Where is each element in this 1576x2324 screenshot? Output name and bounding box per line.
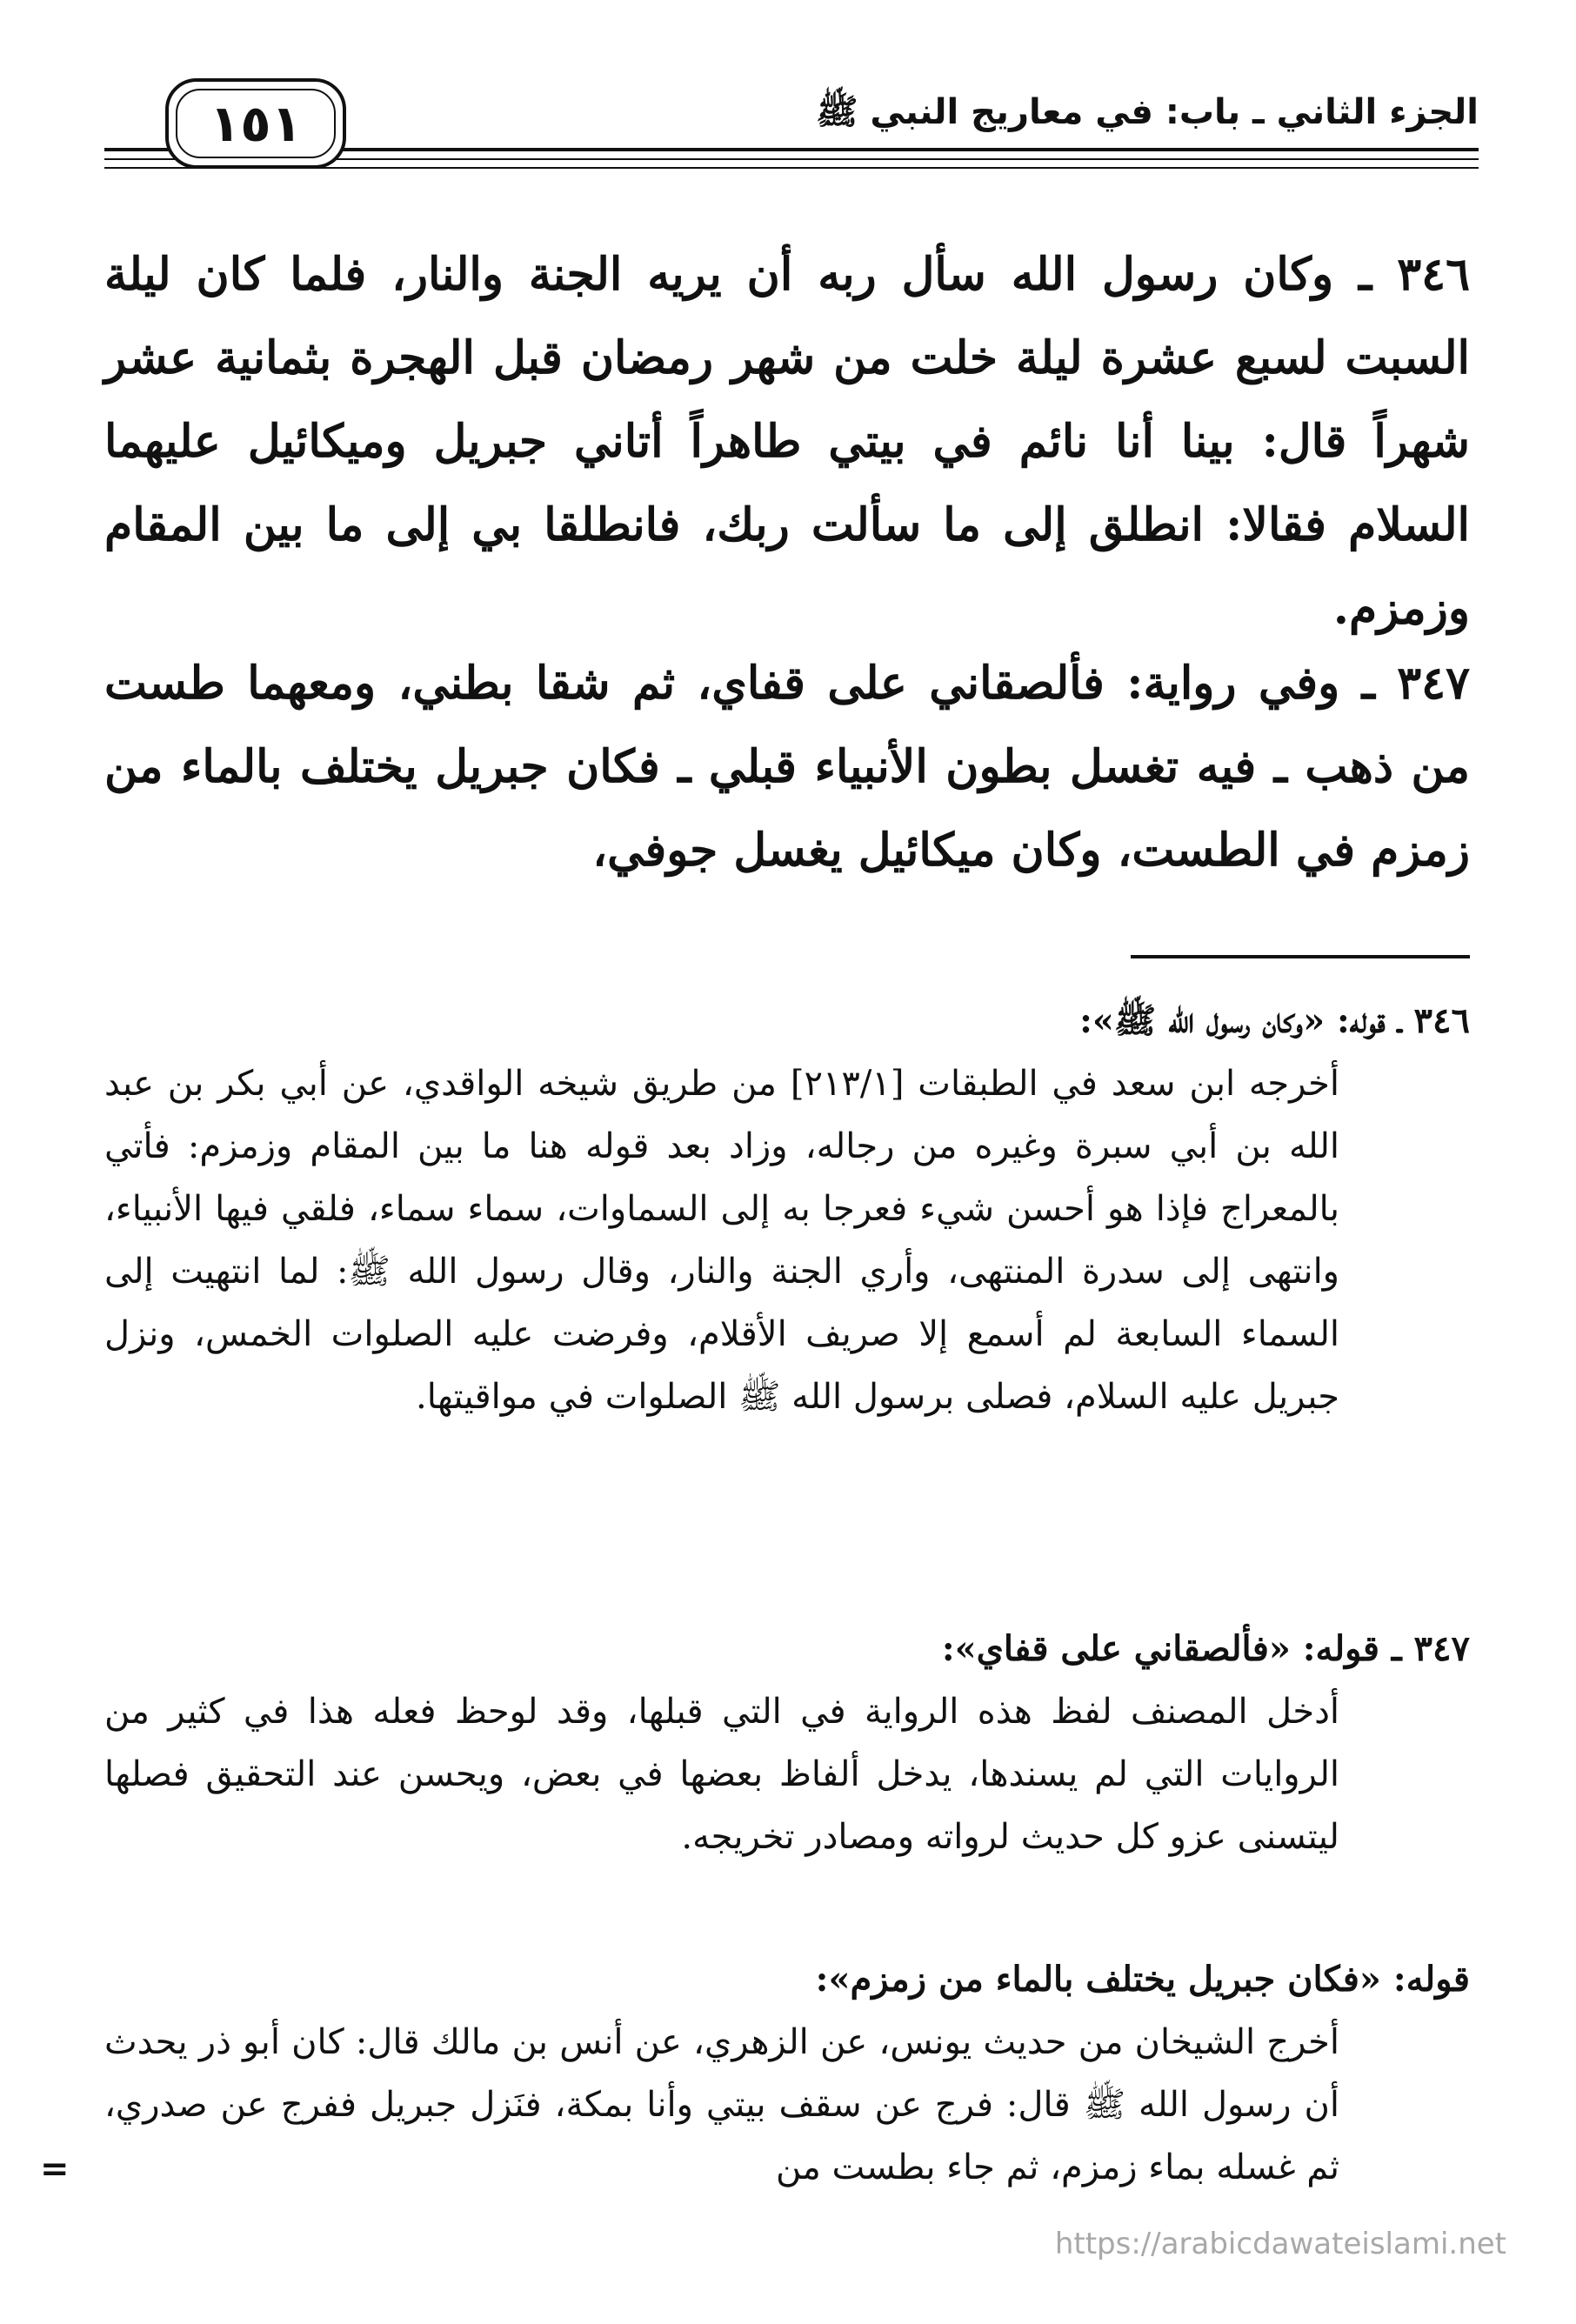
paragraph-text: ٣٤٦ ـ وكان رسول الله سأل ربه أن يريه الجنة والنار، فلما كان ليلة السبت لسبع عشرة ليلة خلت من شهر رمضان قبل الهجرة بثمانية عشر شهراً قال: بينا أنا نائم في بيتي طاهراً أتاني جبريل وميكائيل عليهما السلام فقالا: انطلق إلى ما سألت ربك، فانطلقا بي إلى ما بين المقام وزمزم. (104, 248, 1470, 635)
page-number: ١٥١ (209, 94, 303, 153)
footnote-heading: ٣٤٧ ـ قوله: «فألصقاني على قفاي»: (941, 1628, 1470, 1669)
page-header (104, 61, 1479, 174)
footnote-text: أخرجه ابن سعد في الطبقات [٢١٣/١] من طريق شيخه الواقدي، عن أبي بكر بن عبد الله بن أبي سبرة وغيره من رجاله، وزاد بعد قوله هنا ما بين المقام وزمزم: فأتي بالمعراج فإذا هو أحسن شيء فعرجا به إلى السماوات، سماء سماء، فلقي فيها الأنبياء، وانتهى إلى سدرة المنتهى، وأري الجنة والنار، وقال رسول الله ﷺ: لما انتهيت إلى السماء السابعة لم أسمع إلا صريف الأقلام، وفرضت عليه الصلوات الخمس، ونزل جبريل عليه السلام، فصلى برسول الله ﷺ الصلوات في مواقيتها. (104, 1064, 1340, 1417)
footnote-heading: ٣٤٦ ـ قوله: «وكان رسول الله ﷺ»: (1079, 1000, 1470, 1041)
page-number-frame (165, 78, 346, 169)
running-title: الجزء الثاني ـ باب: في معاريج النبي ﷺ (816, 92, 1479, 132)
footnote-text: أخرج الشيخان من حديث يونس، عن الزهري، عن أنس بن مالك قال: كان أبو ذر يحدث أن رسول الله ﷺ قال: فرج عن سقف بيتي وأنا بمكة، فنَزل جبريل ففرج عن صدري، ثم غسله بماء زمزم، ثم جاء بطست من (104, 2022, 1339, 2187)
footnote-heading: قوله: «فكان جبريل يختلف بالماء من زمزم»: (815, 1959, 1470, 2000)
footnote-346 (104, 990, 1470, 1428)
main-paragraph-346 (104, 233, 1470, 651)
footnote-jibril (104, 1948, 1470, 2199)
main-paragraph-347 (104, 642, 1470, 892)
footnote-347 (104, 1618, 1470, 1868)
footnote-text: أدخل المصنف لفظ هذه الرواية في التي قبلها، وقد لوحظ فعله هذا في كثير من الروايات التي لم يسندها، يدخل ألفاظ بعضها في بعض، ويحسن عند التحقيق فصلها ليتسنى عزو كل حديث لرواته ومصادر تخريجه. (104, 1692, 1339, 1857)
footnote-separator (1131, 955, 1470, 958)
continuation-mark: = (40, 2148, 70, 2189)
watermark-url: https://arabicdawateislami.net (1054, 2227, 1506, 2261)
paragraph-text: ٣٤٧ ـ وفي رواية: فألصقاني على قفاي، ثم شقا بطني، ومعهما طست من ذهب ـ فيه تغسل بطون الأنبياء قبلي ـ فكان جبريل يختلف بالماء من زمزم في الطست، وكان ميكائيل يغسل جوفي، (104, 657, 1470, 877)
